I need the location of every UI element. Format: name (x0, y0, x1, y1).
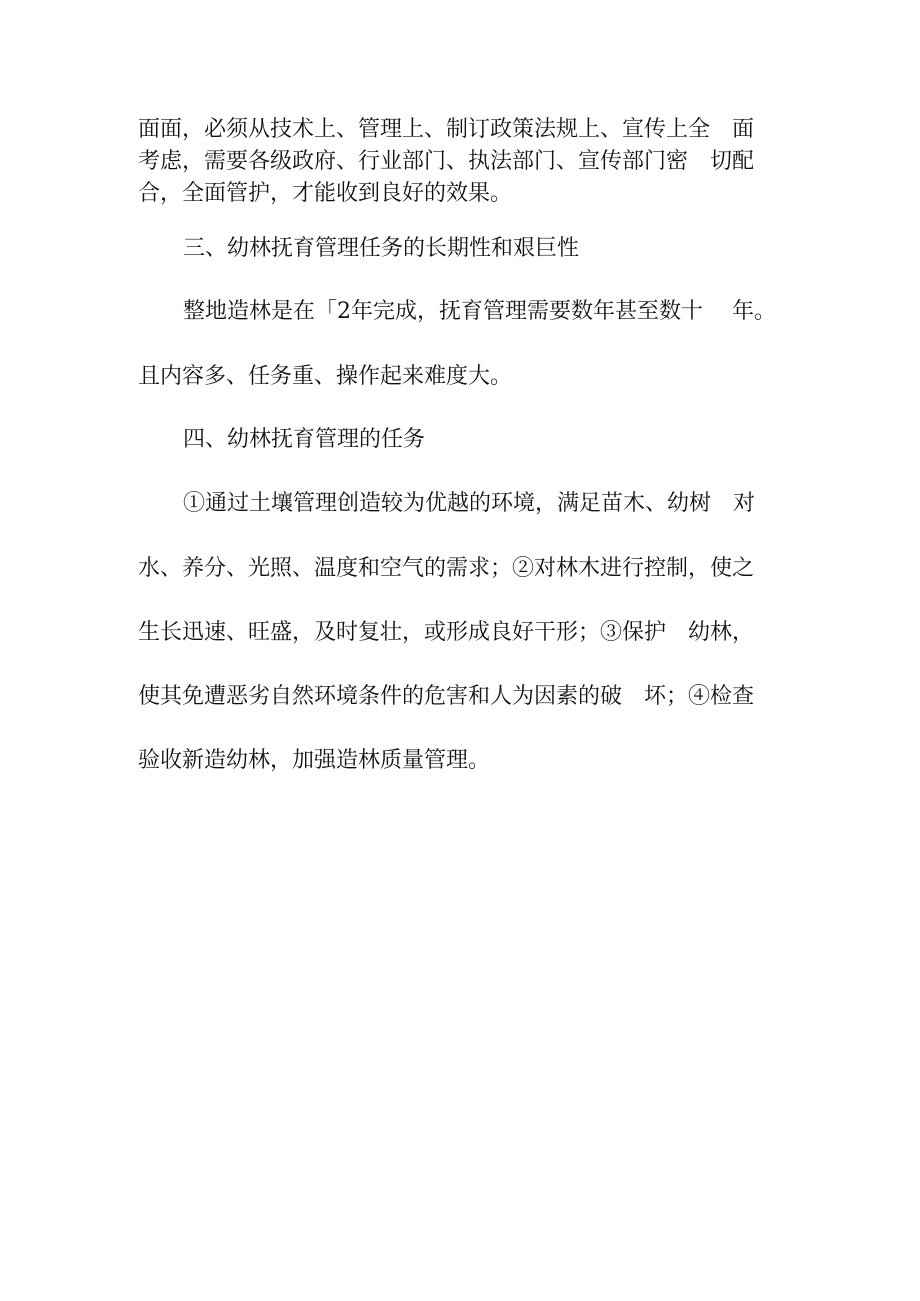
paragraph-line: 生长迅速、旺盛，及时复壮，或形成良好干形；③保护 幼林， (138, 620, 755, 645)
paragraph-line: ①通过土壤管理创造较为优越的环境，满足苗木、幼树 对 (183, 491, 756, 516)
paragraph-line: 面面，必须从技术上、管理上、制订政策法规上、宣传上全 面 (138, 117, 755, 142)
paragraph-line: 验收新造幼林，加强造林质量管理。 (138, 748, 491, 773)
section-heading: 四、幼林抚育管理的任务 (183, 427, 426, 452)
paragraph-line: 整地造林是在「2年完成，抚育管理需要数年甚至数十 年。 (183, 299, 776, 324)
paragraph-line: 且内容多、任务重、操作起来难度大。 (138, 364, 513, 389)
paragraph-line: 合，全面管护，才能收到良好的效果。 (138, 181, 513, 206)
paragraph-line: 使其免遭恶劣自然环境条件的危害和人为因素的破 坏；④检查 (138, 684, 755, 709)
section-heading: 三、幼林抚育管理任务的长期性和艰巨性 (183, 236, 580, 261)
paragraph-line: 水、养分、光照、温度和空气的需求；②对林木进行控制，使之 (138, 556, 755, 581)
paragraph-line: 考虑，需要各级政府、行业部门、执法部门、宣传部门密 切配 (138, 149, 755, 174)
